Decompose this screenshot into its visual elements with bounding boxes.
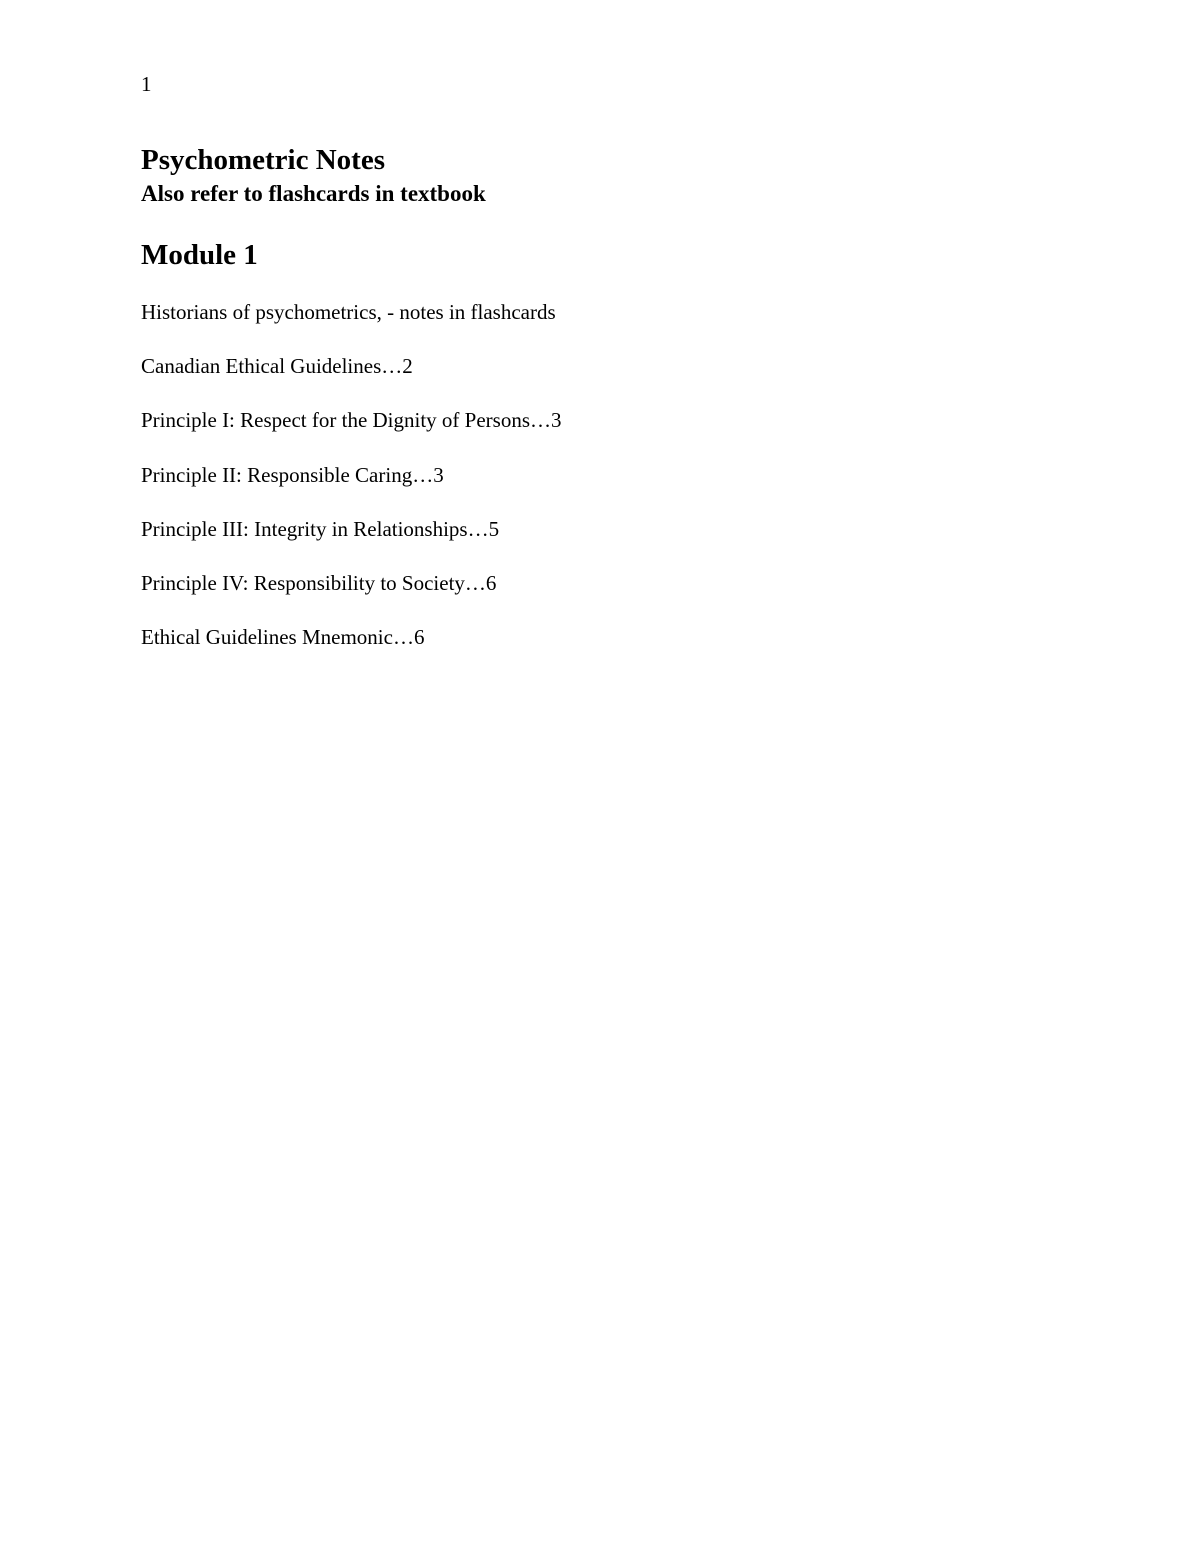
toc-item-historians: Historians of psychometrics, - notes in flashcards (141, 300, 556, 324)
module-contents-list (141, 299, 562, 678)
module-heading: Module 1 (141, 239, 258, 271)
toc-item-principle-2: Principle II: Responsible Caring…3 (141, 462, 444, 487)
document-subtitle: Also refer to flashcards in textbook (141, 181, 486, 206)
toc-item-mnemonic: Ethical Guidelines Mnemonic…6 (141, 625, 425, 650)
document-title: Psychometric Notes (141, 144, 385, 176)
toc-item-principle-1: Principle I: Respect for the Dignity of Persons…3 (141, 408, 562, 433)
toc-item-canadian-ethical-guidelines: Canadian Ethical Guidelines…2 (141, 354, 413, 379)
toc-item-principle-3: Principle III: Integrity in Relationships…5 (141, 516, 500, 541)
page-number: 1 (141, 72, 152, 96)
toc-item-principle-4: Principle IV: Responsibility to Society…6 (141, 570, 497, 595)
